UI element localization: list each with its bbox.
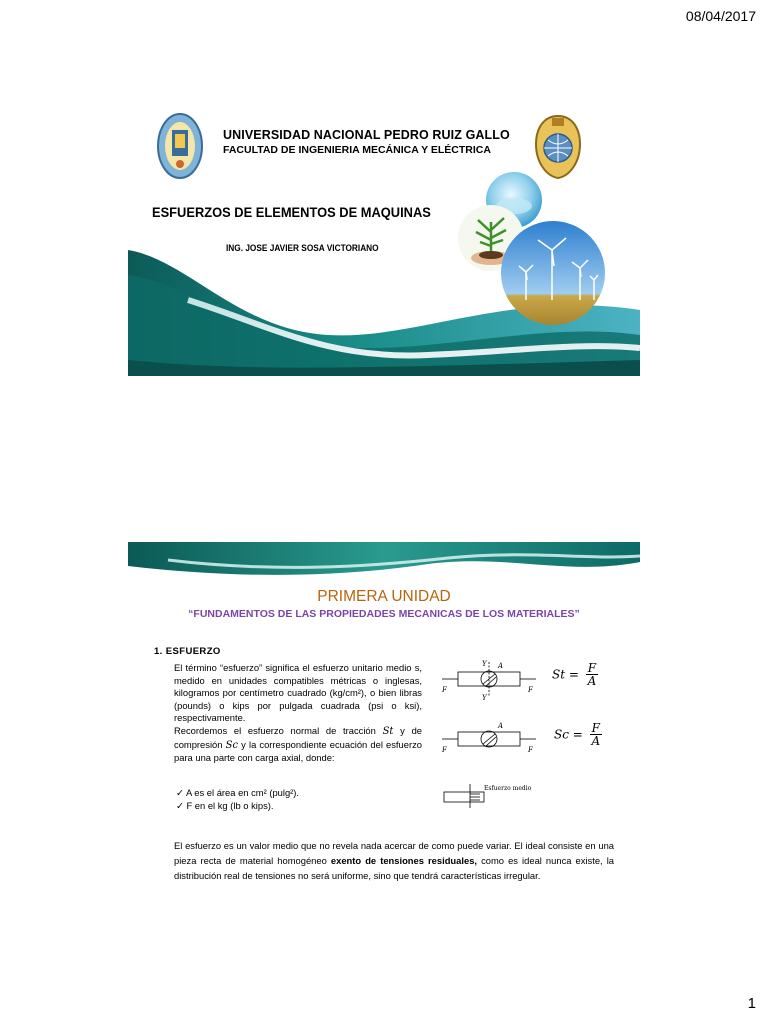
title-slide (128, 110, 640, 376)
area-label: A (498, 722, 504, 730)
symbol-sc: Sc (225, 739, 239, 751)
wind-turbines-photo (500, 220, 606, 326)
paragraph-text: y de compresión (174, 724, 422, 750)
force-label: F (442, 746, 447, 754)
emphasis-text: exento de tensiones residuales, (330, 855, 478, 866)
content-slide (128, 542, 640, 926)
author-name: ING. JOSE JAVIER SOSA VICTORIANO (226, 243, 379, 253)
presentation-title: ESFUERZOS DE ELEMENTOS DE MAQUINAS (152, 204, 431, 220)
axis-label: Y (482, 694, 487, 702)
axial-load-diagrams (440, 648, 540, 808)
list-item: ✓ A es el área en cm² (pulg²). (176, 787, 300, 798)
axis-label: Y (482, 660, 487, 668)
tension-formula: St = $\frac{F}{A}$ (552, 661, 597, 688)
university-name: UNIVERSIDAD NACIONAL PEDRO RUIZ GALLO (223, 128, 510, 142)
force-label: F (528, 746, 533, 754)
stress-distribution-paragraph: El esfuerzo es un valor medio que no revela nada acercar de como puede variar. El ideal consiste en una pieza recta de material homogéneo exento de tensiones residuales, como es ideal nunca existe, la distribución real de tensiones no será uniforme, sino que tendrá características irregular. (174, 840, 615, 881)
check-icon: ✓ (176, 800, 187, 811)
faculty-name: FACULTAD DE INGENIERIA MECÁNICA Y ELÉCTRICA (223, 144, 491, 156)
page-number: 1 (747, 995, 756, 1012)
symbol-st: St (382, 725, 394, 737)
section-heading: 1. ESFUERZO (154, 646, 221, 657)
area-label: A (498, 662, 504, 670)
force-label: F (528, 686, 533, 694)
unit-subtitle: “FUNDAMENTOS DE LAS PROPIEDADES MECANICAS DE LOS MATERIALES” (188, 608, 580, 620)
compression-formula: Sc = $\frac{F}{A}$ (554, 721, 601, 748)
force-label: F (442, 686, 447, 694)
definition-list (176, 786, 299, 812)
paragraph-text: Recordemos el esfuerzo normal de tracción (174, 724, 376, 736)
paragraph-text: y la correspondiente ecuación del esfuerzo para una parte con carga axial, donde: (174, 738, 422, 764)
university-crest-logo (156, 112, 204, 180)
esfuerzo-paragraph (174, 662, 422, 765)
stress-label: Esfuerzo medio (484, 785, 532, 792)
unit-title: PRIMERA UNIDAD (317, 588, 451, 605)
paragraph-text: El término “esfuerzo” significa el esfuerzo unitario medio s, medido en unidades compatibles métricas o inglesas, kilogramos por centímetro cuadrado (kg/cm²), o bien libras (pounds) o kips por pulgada cuadrada (psi o ksi), respectivamente. (174, 662, 422, 724)
header-wave-band (128, 542, 640, 582)
check-icon: ✓ (176, 787, 186, 798)
document-date: 08/04/2017 (685, 8, 756, 24)
list-item: ✓ F en el kg (lb o kips). (176, 800, 274, 811)
